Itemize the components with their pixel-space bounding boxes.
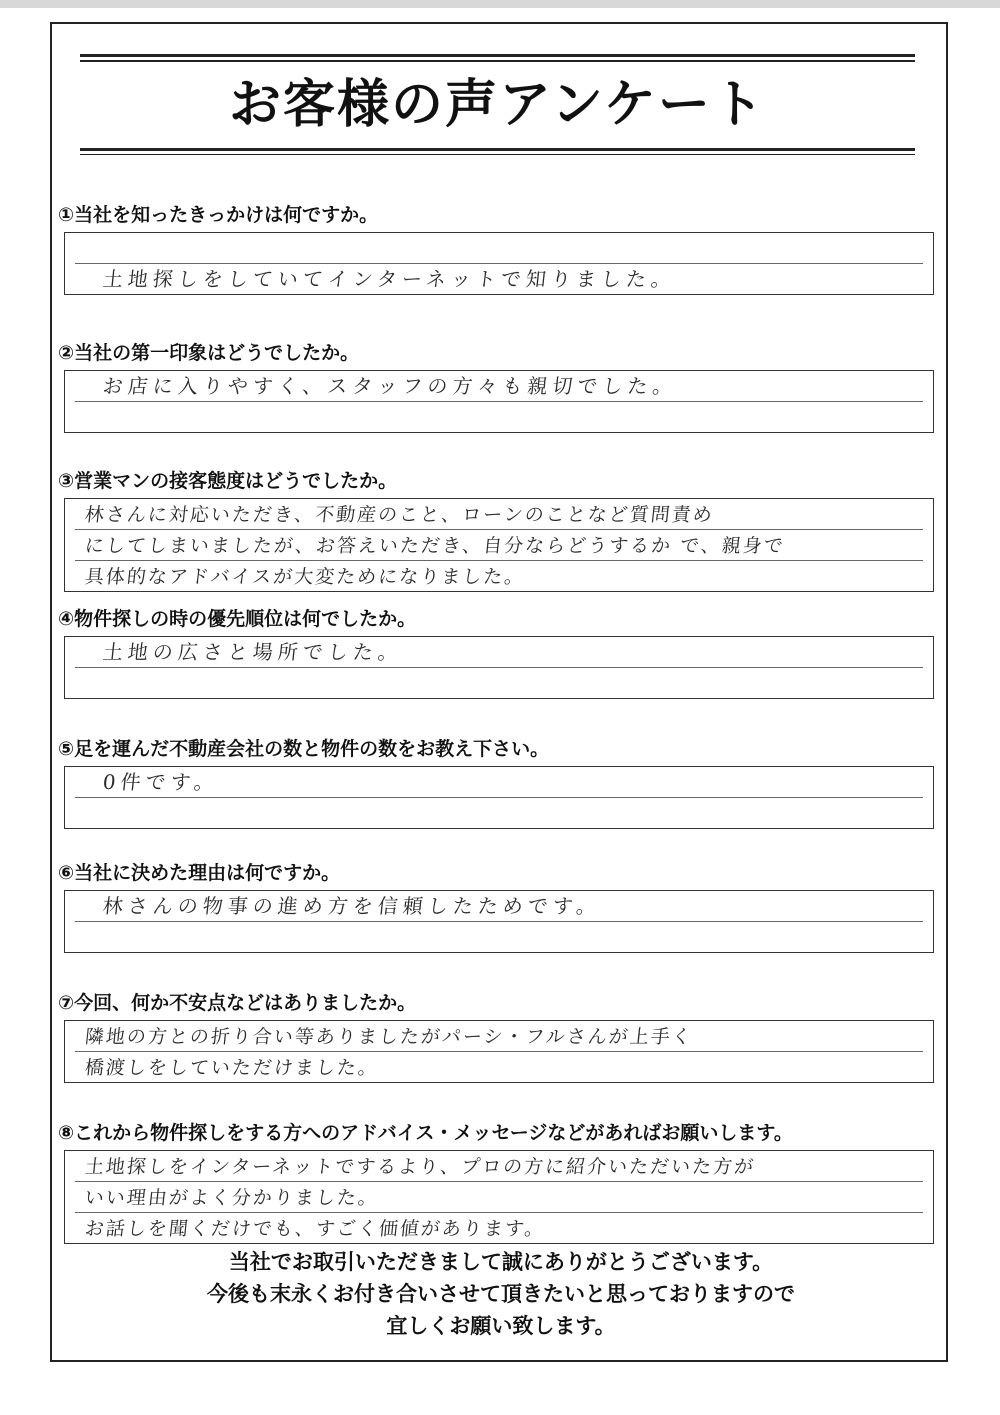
- answer-box: [64, 890, 934, 953]
- question-1: [58, 202, 938, 295]
- answer-line: [75, 1182, 923, 1213]
- answer-line: [75, 499, 923, 530]
- answer-text: 具体的なアドバイスが大変ためになりました。: [83, 566, 527, 588]
- closing-message: [52, 1246, 950, 1342]
- answer-line: [75, 922, 923, 952]
- answer-line: [75, 891, 923, 922]
- answer-text: 橋渡しをしていただけました。: [83, 1057, 381, 1079]
- question-7: [58, 990, 938, 1083]
- answer-text: 隣地の方との折り合い等ありましたがパーシ・フルさんが上手く: [83, 1026, 694, 1048]
- answer-text: 0件です。: [101, 770, 221, 794]
- answer-text: 土地探しをインターネットでするより、プロの方に紹介いただいた方が: [83, 1156, 757, 1178]
- answer-text: お店に入りやすく、スタッフの方々も親切でした。: [101, 374, 679, 398]
- survey-sheet: [50, 22, 948, 1362]
- title-rule-bottom-thin: [80, 154, 915, 156]
- answer-line: [75, 1213, 923, 1243]
- question-label: ⑦今回、何か不安点などはありましたか。: [58, 992, 417, 1014]
- closing-line: 当社でお取引いただきまして誠にありがとうございます。: [228, 1250, 774, 1274]
- answer-box: [64, 232, 934, 295]
- title-rule-top: [80, 54, 915, 57]
- answer-box: [64, 766, 934, 829]
- answer-text: 林さんに対応いただき、不動産のこと、ローンのことなど質問責め: [83, 504, 715, 526]
- answer-text: 土地の広さと場所でした。: [101, 640, 405, 664]
- answer-line: [75, 402, 923, 432]
- answer-box: [64, 636, 934, 699]
- question-label: ④物件探しの時の優先順位は何でしたか。: [58, 608, 417, 630]
- answer-line: [75, 1151, 923, 1182]
- question-2: [58, 340, 938, 433]
- answer-text: いい理由がよく分かりました。: [83, 1187, 381, 1209]
- answer-text: お話しを聞くだけでも、すごく価値があります。: [83, 1218, 547, 1240]
- question-label: ⑤足を運んだ不動産会社の数と物件の数をお教え下さい。: [58, 738, 550, 760]
- answer-box: [64, 498, 934, 592]
- answer-text: 土地探しをしていてインターネットで知りました。: [101, 267, 678, 291]
- title-block: [80, 54, 915, 155]
- answer-line: [75, 371, 923, 402]
- closing-line: 宜しくお願い致します。: [386, 1314, 616, 1338]
- answer-box: [64, 370, 934, 433]
- question-4: [58, 606, 938, 699]
- answer-line: [75, 561, 923, 591]
- answer-line: [75, 637, 923, 668]
- question-label: ⑥当社に決めた理由は何ですか。: [58, 862, 341, 884]
- answer-line: [75, 1021, 923, 1052]
- answer-box: [64, 1020, 934, 1083]
- answer-text: 林さんの物事の進め方を信頼したためです。: [101, 894, 603, 918]
- question-label: ①当社を知ったきっかけは何ですか。: [58, 204, 379, 226]
- answer-line: [75, 1052, 923, 1082]
- title-rule-bottom: [80, 148, 915, 151]
- question-6: [58, 860, 938, 953]
- question-label: ③営業マンの接客態度はどうでしたか。: [58, 470, 398, 492]
- answer-line: [75, 798, 923, 828]
- answer-line: [75, 767, 923, 798]
- question-8: [58, 1120, 938, 1244]
- page-title: お客様の声アンケート: [229, 74, 766, 135]
- answer-text: にしてしまいましたが、お答えいただき、自分ならどうするか で、親身で: [83, 535, 786, 557]
- answer-line: [75, 530, 923, 561]
- question-label: ⑧これから物件探しをする方へのアドバイス・メッセージなどがあればお願いします。: [58, 1122, 793, 1144]
- scan-edge: [0, 0, 1000, 8]
- answer-line: [75, 233, 923, 264]
- answer-line: [75, 668, 923, 698]
- question-3: [58, 468, 938, 592]
- question-5: [58, 736, 938, 829]
- answer-box: [64, 1150, 934, 1244]
- answer-line: [75, 264, 923, 294]
- closing-line: 今後も末永くお付き合いさせて頂きたいと思っておりますので: [207, 1282, 795, 1306]
- question-label: ②当社の第一印象はどうでしたか。: [58, 342, 360, 364]
